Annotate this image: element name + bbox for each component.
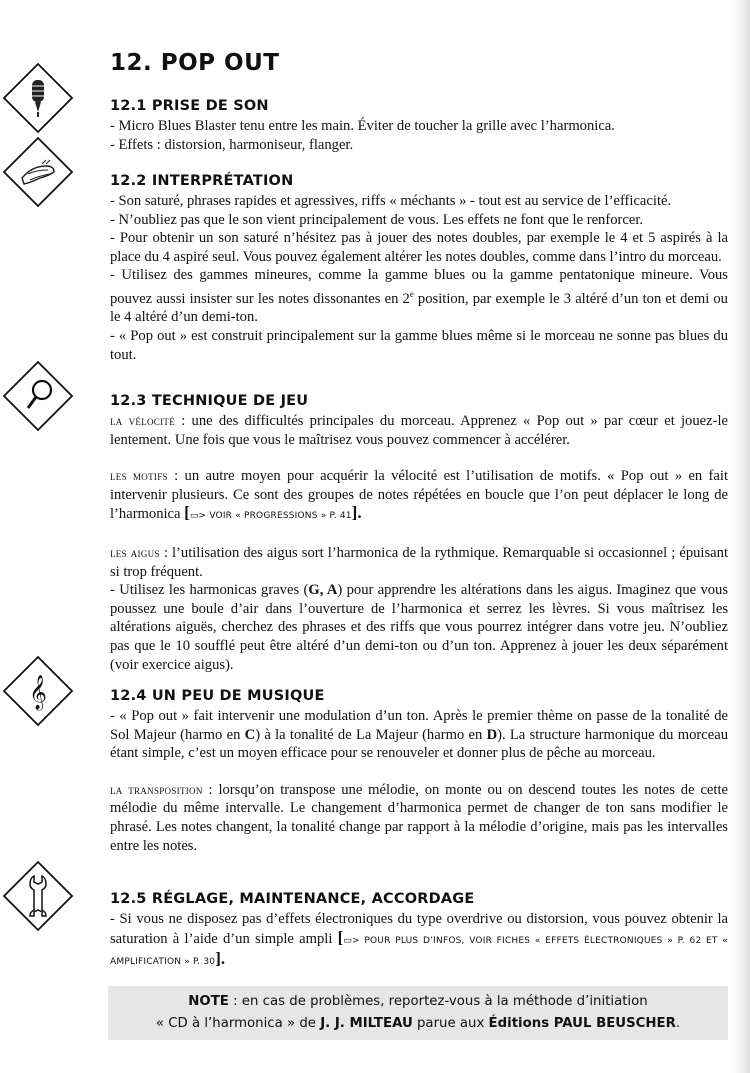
superscript: e — [409, 288, 414, 299]
paragraph: - Micro Blues Blaster tenu entre les main. Éviter de toucher la grille avec l’harmonica. — [110, 118, 615, 134]
treble-clef-icon — [2, 655, 74, 727]
text: : un autre moyen pour acquérir la vélocité est l’utilisation de motifs. « Pop out » en fait intervenir plusieurs. Ce sont des groupes de notes répétées en boucle que l’on peut déplacer le long de l’harmonica — [110, 468, 729, 523]
note-label: NOTE — [188, 994, 229, 1009]
text: : une des difficultés principales du morceau. Apprenez « Pop out » par cœur et jouez-le lentement. Une fois que vous le maîtrisez vous pouvez commencer à accélérer. — [110, 413, 728, 448]
microphone-icon — [2, 62, 74, 134]
note-box — [108, 986, 728, 1040]
bold-text: J. J. MILTEAU — [320, 1016, 413, 1031]
bracket: [ — [184, 503, 190, 523]
paragraph: - « Pop out » est construit principalement sur la gamme blues même si le morceau ne sonne pas blues du tout. — [110, 328, 728, 363]
section-interpretation — [110, 173, 728, 364]
wrench-icon — [2, 860, 74, 932]
page-title: 12. POP OUT — [110, 50, 280, 76]
magnifier-icon — [2, 360, 74, 432]
paragraph — [110, 707, 728, 763]
paragraph — [110, 412, 728, 449]
bracket: ]. — [351, 503, 362, 523]
section-heading: 12.3 TECHNIQUE DE JEU — [110, 393, 309, 409]
paragraph — [110, 266, 728, 327]
bold-text: D — [486, 726, 498, 743]
paragraph: - Effets : distorsion, harmoniseur, flanger. — [110, 136, 354, 153]
paragraph — [110, 910, 728, 972]
text: « CD à l’harmonica » de — [155, 1016, 321, 1031]
text: : en cas de problèmes, reportez-vous à la méthode d’initiation — [228, 994, 648, 1009]
cross-reference: ▭> POUR PLUS D’INFOS, VOIR FICHES « EFFETS ÉLECTRONIQUES » P. 62 ET « AMPLIFICATION » P. 30 — [110, 935, 728, 968]
section-heading: 12.5 RÉGLAGE, MAINTENANCE, ACCORDAGE — [110, 891, 475, 907]
section-reglage — [110, 891, 728, 972]
page-edge-shadow — [730, 0, 750, 1073]
text: position, par exemple le 3 altéré d’un ton et demi ou le 4 altéré d’un demi-ton. — [110, 290, 728, 326]
paragraph: - N’oubliez pas que le son vient principalement de vous. Les effets ne font que le renforcer. — [110, 211, 644, 228]
text: : l’utilisation des aigus sort l’harmonica de la rythmique. Remarquable si occasionnel ; épuisant si trop fréquent. — [110, 544, 728, 580]
cross-reference: ▭> VOIR « PROGRESSIONS » P. 41 — [189, 511, 352, 522]
bracket: ]. — [215, 949, 226, 969]
text: ). La structure harmonique du morceau étant simple, c’est un moyen efficace pour se renouveler et donner plus de pêche au morceau. — [110, 726, 728, 762]
paragraph: - Son saturé, phrases rapides et agressives, riffs « méchants » - tout est au service de l’efficacité. — [110, 193, 672, 209]
term-label: la vélocité — [110, 414, 175, 428]
section-technique-de-jeu — [110, 393, 728, 674]
bold-text: G, A — [308, 582, 338, 599]
paragraph — [110, 581, 728, 674]
paragraph: - Pour obtenir un son saturé n’hésitez pas à jouer des notes doubles, par exemple le 4 et 5 aspirés à la place du 4 aspiré seul. Vous pouvez également altérer les notes doubles, comme dans l’intro du morceau. — [110, 230, 728, 265]
text: : lorsqu’on transpose une mélodie, on monte ou on descend toutes les notes de cette mélodie du même intervalle. Le changement d’harmonica permet de changer de ton sans modifier le phrasé. Les notes changent, la tonalité change par rapport à la mélodie d’origine, mais pas les intervalles entre les notes. — [110, 781, 728, 854]
term-label: les motifs — [110, 469, 168, 484]
text: ) pour apprendre les altérations dans les aigus. Imaginez que vous poussez une boule d’air dans l’ouverture de l’harmonica et serrez les lèvres. Si vous maîtrisez les altérations aiguës, cherchez des phrases et des riffs que vous pourrez intégrer dans votre jeu. N’oubliez pas que le 10 soufflé peut être altéré d’un demi-ton ou d’un ton. Apprenez à jouer les deux séparément (voir exercice aigus). — [110, 582, 729, 673]
paragraph — [110, 467, 728, 526]
note-line-1 — [108, 991, 728, 1013]
svg-text:𝄞: 𝄞 — [29, 675, 47, 710]
text: . — [675, 1016, 681, 1031]
section-heading: 12.4 UN PEU DE MUSIQUE — [110, 688, 325, 704]
text: - Si vous ne disposez pas d’effets électroniques du type overdrive ou distorsion, vous pouvez obtenir la saturation à l’aide d’un simple ampli — [110, 911, 728, 947]
hands-harmonica-icon — [2, 136, 74, 208]
section-un-peu-de-musique — [110, 688, 728, 855]
bold-text: Éditions PAUL BEUSCHER — [488, 1016, 676, 1031]
note-line-2 — [108, 1013, 728, 1035]
section-prise-de-son — [110, 98, 728, 154]
paragraph — [110, 544, 728, 581]
section-heading: 12.2 INTERPRÉTATION — [110, 173, 294, 189]
term-label: les aigus — [110, 545, 160, 560]
section-heading: 12.1 PRISE DE SON — [110, 98, 269, 114]
text: ) à la tonalité de La Majeur (harmo en — [255, 726, 487, 743]
text: - Utilisez des gammes mineures, comme la gamme blues ou la gamme pentatonique mineure. Vous pouvez aussi insister sur les notes dissonantes en 2 — [110, 267, 728, 307]
bold-text: C — [244, 726, 256, 743]
text: - Utilisez les harmonicas graves ( — [110, 582, 309, 599]
term-label: la transposition — [110, 782, 203, 797]
text: - « Pop out » fait intervenir une modulation d’un ton. Après le premier thème on passe de la tonalité de Sol Majeur (harmo en — [110, 708, 728, 743]
text: parue aux — [412, 1016, 489, 1031]
bracket: [ — [337, 927, 344, 947]
paragraph — [110, 781, 728, 855]
